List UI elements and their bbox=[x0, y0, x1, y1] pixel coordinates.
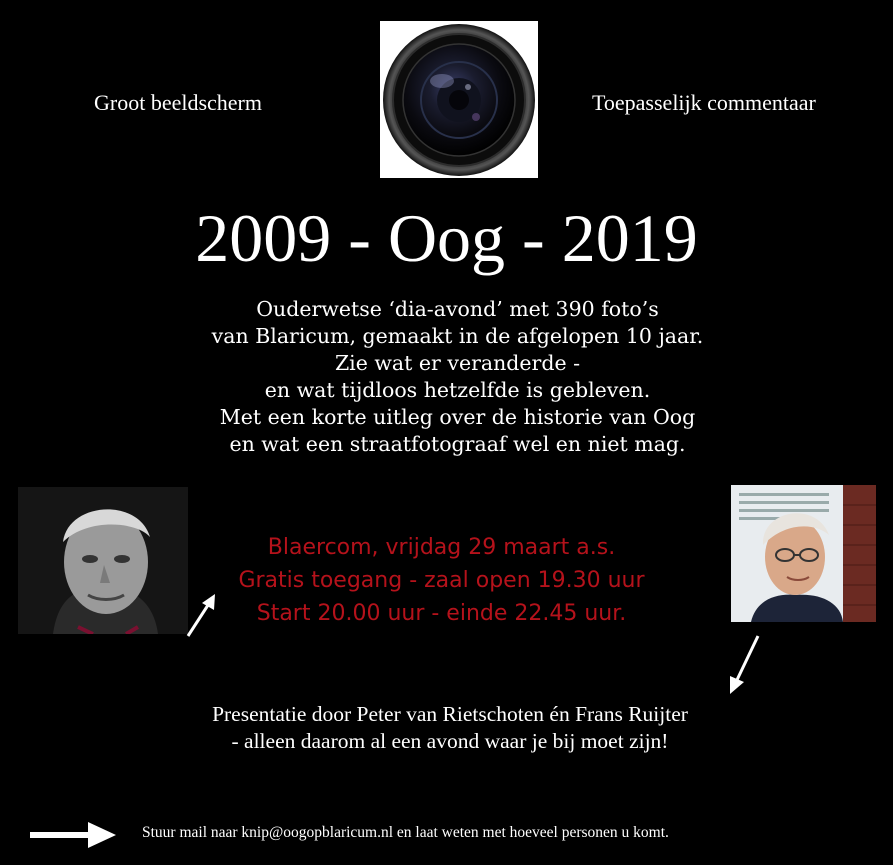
header-left-text: Groot beeldscherm bbox=[94, 90, 262, 115]
header-right-text: Toepasselijk commentaar bbox=[592, 90, 816, 115]
event-line: Start 20.00 uur - einde 22.45 uur. bbox=[256, 601, 627, 626]
presenter-line: Presentatie door Peter van Rietschoten én Frans Ruijter bbox=[212, 702, 688, 726]
portrait-photo-right bbox=[731, 485, 876, 622]
intro-line: van Blaricum, gemaakt in de afgelopen 10 jaar. bbox=[211, 324, 704, 348]
intro-line: en wat een straatfotograaf wel en niet mag. bbox=[229, 432, 686, 456]
arrow-right-icon bbox=[30, 821, 116, 849]
event-line: Blaercom, vrijdag 29 maart a.s. bbox=[267, 535, 616, 560]
camera-lens-icon bbox=[380, 21, 538, 178]
arrow-down-left-icon bbox=[724, 632, 764, 696]
intro-line: Zie wat er veranderde - bbox=[334, 351, 581, 375]
event-line: Gratis toegang - zaal open 19.30 uur bbox=[238, 568, 645, 593]
intro-line: en wat tijdloos hetzelfde is gebleven. bbox=[264, 378, 651, 402]
main-title: 2009 - Oog - 2019 bbox=[195, 200, 698, 276]
intro-line: Met een korte uitleg over de historie van Oog bbox=[219, 405, 696, 429]
presenter-text bbox=[0, 701, 893, 755]
footer-mail-text: Stuur mail naar knip@oogopblaricum.nl en laat weten met hoeveel personen u komt. bbox=[142, 824, 669, 841]
intro-text bbox=[0, 296, 893, 458]
presenter-line: - alleen daarom al een avond waar je bij moet zijn! bbox=[231, 729, 669, 753]
intro-line: Ouderwetse ‘dia-avond’ met 390 foto’s bbox=[256, 297, 659, 321]
